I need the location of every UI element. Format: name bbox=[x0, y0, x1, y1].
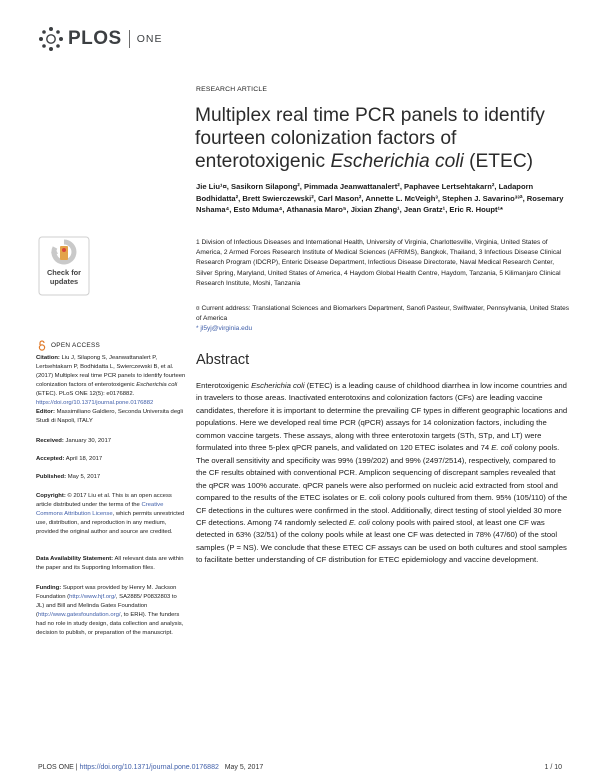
citation-label: Citation: bbox=[36, 355, 60, 361]
received-block bbox=[36, 437, 186, 446]
check-for-updates-label[interactable] bbox=[36, 268, 92, 286]
accepted-label: Accepted: bbox=[36, 456, 65, 462]
open-access-lock-icon bbox=[38, 340, 46, 351]
abstract-text-2: (ETEC) is a leading cause of childhood diarrhea in low income countries and in travelers to those areas. Inactivated enterotoxins and colonization factors (CFs) are leading vaccine candidates, therefore it is important to determine the prevailing CF types in different geographic locations and populations. Here we developed real time PCR (qPCR) assays for 14 colonization factors, including the common vaccine targets. These assays, along with three enterotoxin targets (STh, STp, and LT) were formulated into three 5-plex qPCR panels, and validated on 120 ETEC isolates and 74 bbox=[196, 381, 568, 453]
plos-one-logo bbox=[38, 26, 163, 52]
corresponding-email[interactable]: * jl5yj@virginia.edu bbox=[196, 325, 253, 333]
hjf-link[interactable]: http://www.hjf.org/ bbox=[69, 593, 116, 600]
gates-link[interactable]: http://www.gatesfoundation.org/ bbox=[37, 611, 121, 618]
received-date: January 30, 2017 bbox=[63, 438, 112, 444]
abstract-body bbox=[196, 380, 568, 567]
funding-text: Support was provided by Henry M. Jackson Foundation ( bbox=[36, 585, 177, 600]
affiliations: 1 Division of Infectious Diseases and International Health, University of Virginia, Charlottesville, Virginia, United States of America, 2 Armed Forces Research Institute of Medical Sciences (AFRIMS), Bangkok, Thailand, 3 Infectious Disease Clinical Research Program (IDCRP), Enteric Disease Department, Infectious Disease Directorate, Naval Medical Research Center, Silver Spring, Maryland, United States of America, 4 Haydom Global Health Centre, Haydom, Tanzania, 5 Kilimanjaro Clinical Research Institute, Moshi, Tanzania bbox=[196, 239, 562, 287]
citation-block bbox=[36, 354, 186, 407]
logo-plos-text: PLOS bbox=[68, 28, 122, 49]
abstract-species-1: Escherichia coli bbox=[251, 381, 305, 390]
article-title bbox=[195, 104, 575, 173]
citation-doi-link[interactable]: https://doi.org/10.1371/journal.pone.0176882 bbox=[36, 399, 154, 406]
footer-journal: PLOS ONE bbox=[38, 764, 74, 771]
article-type: RESEARCH ARTICLE bbox=[196, 86, 268, 93]
accepted-date: April 18, 2017 bbox=[64, 456, 103, 462]
footer-date: May 5, 2017 bbox=[224, 764, 264, 771]
accepted-block bbox=[36, 455, 186, 464]
copyright-label: Copyright: bbox=[36, 493, 66, 499]
funding-label: Funding: bbox=[36, 585, 62, 591]
editor-label: Editor: bbox=[36, 409, 55, 415]
check-for-updates-icon[interactable] bbox=[38, 236, 90, 296]
current-address: ¤ Current address: Translational Sciences and Biomarkers Department, Sanofi Pasteur, Swiftwater, Pennsylvania, United States of America bbox=[196, 305, 570, 323]
logo-journal-text: ONE bbox=[136, 33, 163, 45]
published-block bbox=[36, 473, 186, 482]
data-availability-block bbox=[36, 555, 186, 573]
data-availability-label: Data Availability Statement: bbox=[36, 556, 114, 562]
open-access-label bbox=[38, 340, 100, 351]
badge-line-1: Check for bbox=[46, 268, 82, 277]
title-species: Escherichia coli bbox=[330, 151, 464, 172]
editor-block bbox=[36, 408, 186, 426]
published-label: Published: bbox=[36, 474, 67, 480]
footer-citation bbox=[38, 764, 263, 771]
open-access-text: OPEN ACCESS bbox=[51, 342, 101, 349]
logo-divider bbox=[129, 30, 130, 48]
funding-text-2: , SA2885/ P0832803 to JL) and Bill and Melinda Gates Foundation ( bbox=[36, 593, 177, 618]
funding-block bbox=[36, 584, 186, 637]
license-link[interactable]: Creative Commons Attribution License bbox=[36, 501, 164, 517]
abstract-heading: Abstract bbox=[196, 352, 250, 368]
copyright-text: © 2017 Liu et al. This is an open access article distributed under the terms of the bbox=[36, 493, 172, 508]
copyright-block bbox=[36, 492, 186, 537]
plos-logo-icon bbox=[38, 26, 64, 52]
badge-line-2: updates bbox=[49, 277, 79, 286]
abstract-text-1: Enterotoxigenic bbox=[196, 381, 252, 390]
author-list: Jie Liu¹¤, Sasikorn Silapong², Pimmada Jeanwattanalert², Paphavee Lertsehtakarn², Ladaporn Bodhidatta², Brett Swierczewski², Carl Mason², Annette L. McVeigh³, Stephen J. Savarino³³ª, Rosemary Nshama⁴, Esto Mduma⁴, Athanasia Maro⁵, Jixian Zhang¹, Jean Gratz¹, Eric R. Houpt¹* bbox=[196, 182, 564, 214]
abstract-species-2: E. coli bbox=[491, 443, 513, 453]
page-number: 1 / 10 bbox=[544, 764, 562, 771]
citation-text-2: (ETEC). PLoS ONE 12(5): e0176882. bbox=[36, 390, 135, 397]
published-date: May 5, 2017 bbox=[66, 474, 101, 480]
data-availability-text: All relevant data are within the paper and its Supporting Information files. bbox=[36, 556, 184, 571]
received-label: Received: bbox=[36, 438, 64, 444]
abstract-text-4: colony pools with paired stool, at least one CF was detected in 63% (32/51) of the colony pools while at least one CF was detected in 78% (47/60) of the stool samples (P = NS). We conclude that these ETEC CF assays can be used on both cultures and stool samples to facilitate better understanding of CF distribution for ETEC epidemiology and vaccine development. bbox=[196, 517, 567, 565]
editor-text: Massimiliano Galdiero, Seconda Universita degli Studi di Napoli, ITALY bbox=[36, 409, 184, 424]
citation-species: Escherichia coli bbox=[136, 381, 178, 388]
title-text-1: Multiplex real time PCR panels to identify fourteen colonization factors of enterotoxigenic bbox=[195, 105, 545, 172]
footer-doi-link[interactable]: https://doi.org/10.1371/journal.pone.0176882 bbox=[79, 764, 219, 771]
author-notes bbox=[196, 304, 571, 335]
title-text-2: (ETEC) bbox=[463, 151, 534, 172]
abstract-text-3: colony pools. The overall sensitivity and specificity was 99% (199/202) and 99% (2497/2514), respectively, compared to the CF results obtained with conventional PCR. Amplicon sequencing of discrepant samples revealed that the qPCR was 100% accurate. qPCR panels were also performed on nucleic acid extracted from stool and compared to the results of the ETEC isolates or E. coli colony pools cultured from them. 95% (105/110) of the CF detections in the cultures were confirmed in the stool. Additionally, direct testing of stool yielded 30 more CF detections. Among 74 randomly selected bbox=[196, 443, 568, 527]
funding-text-3: , to ERH). The funders had no role in study design, data collection and analysis, decision to publish, or preparation of the manuscript. bbox=[36, 611, 184, 636]
citation-text: Liu J, Silapong S, Jeanwattanalert P, Lertsehtakarn P, Bodhidatta L, Swierczewski B, et al. (2017) Multiplex real time PCR panels to identify fourteen colonization factors of enterotoxigenic bbox=[36, 355, 186, 388]
abstract-species-3: E. coli bbox=[348, 517, 370, 527]
copyright-text-2: , which permits unrestricted use, distribution, and reproduction in any medium, provided the original author and source are credited. bbox=[36, 510, 185, 535]
footer-separator: | bbox=[73, 764, 80, 771]
